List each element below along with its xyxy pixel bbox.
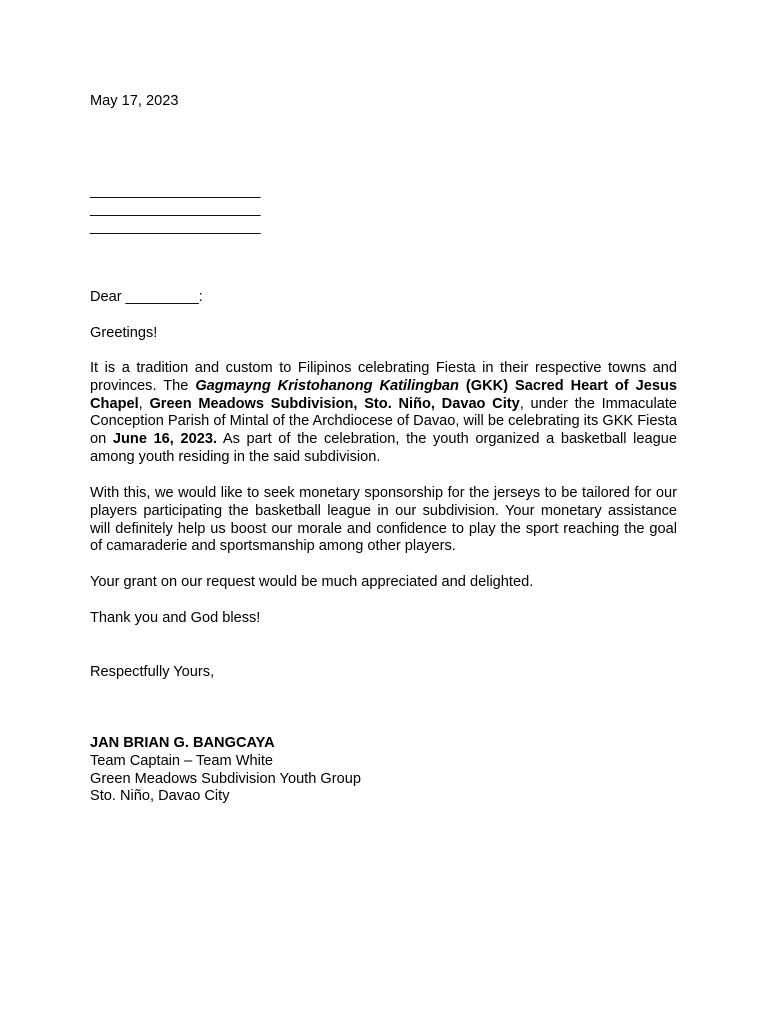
signatory-organization: Green Meadows Subdivision Youth Group — [90, 770, 361, 787]
salutation: Dear _________: — [90, 289, 203, 305]
body-paragraph-1 — [90, 360, 677, 467]
signatory-name: JAN BRIAN G. BANGCAYA — [90, 735, 275, 751]
p1-comma: , — [138, 395, 150, 412]
address-line-3: _____________________ — [90, 218, 261, 235]
p1-text-3: As part of the celebration, the youth organized a basketball league among youth residing in the said subdivision. — [90, 431, 677, 465]
recipient-address-blank — [90, 183, 677, 236]
address-line-1: _____________________ — [90, 183, 261, 199]
body-paragraph-2: With this, we would like to seek monetary sponsorship for the jerseys to be tailored for our players participating the basketball league in our subdivision. Your monetary assistance will definitely help us boost our morale and confidence to play the sport reaching the goal of camaraderie and sportsmanship among other players. — [90, 485, 677, 555]
greeting: Greetings! — [90, 325, 158, 341]
address-line-2: _____________________ — [90, 200, 261, 217]
p1-date: June 16, 2023. — [112, 431, 218, 448]
closing: Respectfully Yours, — [90, 664, 215, 680]
p1-org-italic: Gagmayng Kristohanong Katilingban — [195, 377, 459, 394]
body-paragraph-3: Your grant on our request would be much appreciated and delighted. — [90, 574, 534, 590]
p1-text-1: It is a tradition and custom to Filipinos celebrating Fiesta in their respective towns and provinces. The — [90, 360, 677, 394]
signatory-title: Team Captain – Team White — [90, 752, 274, 769]
body-paragraph-4: Thank you and God bless! — [90, 610, 261, 626]
signature-block — [90, 735, 677, 806]
letter-date: May 17, 2023 — [90, 93, 179, 109]
p1-org-rest: (GKK) Sacred Heart of Jesus Chapel — [90, 377, 677, 412]
p1-text-2: , under the Immaculate Conception Parish of Mintal of the Archdiocese of Davao, will be celebrating its GKK Fiesta on — [90, 395, 678, 448]
signatory-location: Sto. Niño, Davao City — [90, 788, 230, 805]
p1-location: Green Meadows Subdivision, Sto. Niño, Davao City — [149, 395, 520, 412]
